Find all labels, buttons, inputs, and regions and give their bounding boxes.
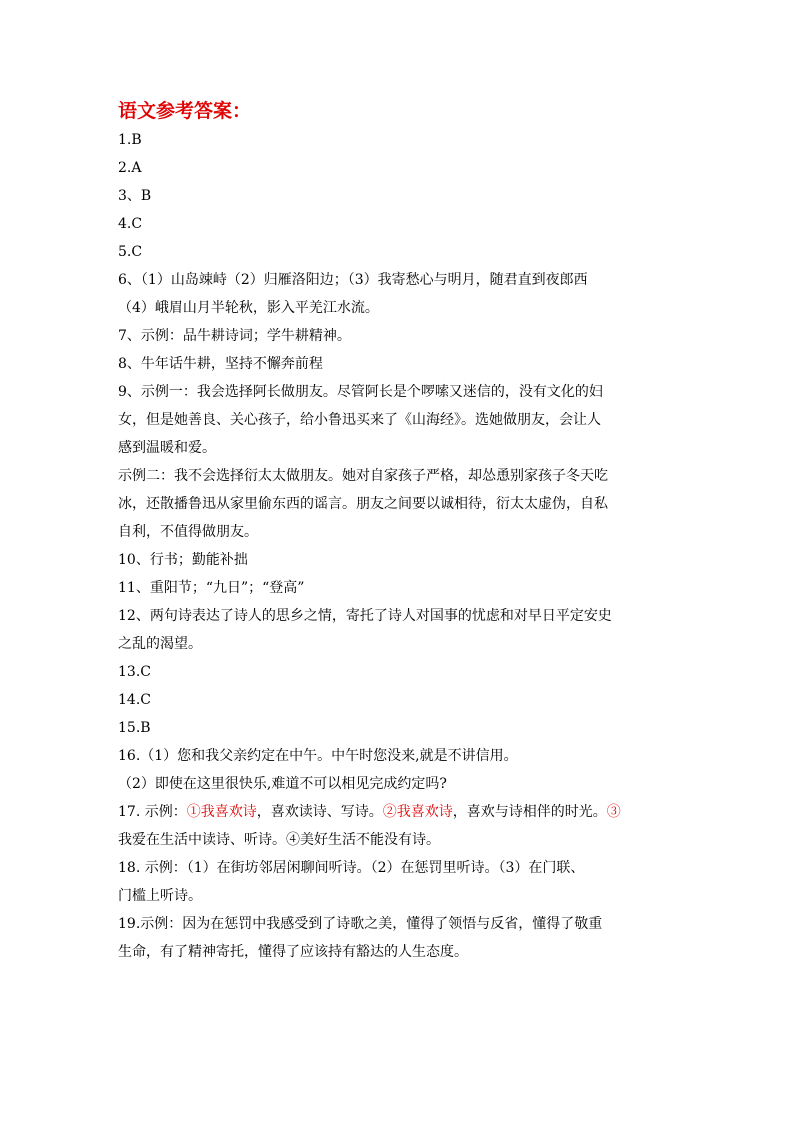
answer-line: （4）峨眉山月半轮秋，影入平羌江水流。 [118,300,379,316]
answer-line: 10、行书；勤能补拙 [118,552,248,568]
answer-line: 8、牛年话牛耕，坚持不懈奔前程 [118,356,323,372]
answer-line: 7、示例：品牛耕诗词；学牛耕精神。 [118,328,351,344]
answer-line: 6、（1）山岛竦峙（2）归雁洛阳边；（3）我寄愁心与明月，随君直到夜郎西 [118,272,588,288]
answer-17-text-1: ，喜欢读诗、写诗。 [256,804,383,820]
answer-line: 冰，还散播鲁迅从家里偷东西的谣言。朋友之间要以诚相待，衍太太虚伪，自私 [118,496,608,512]
answer-line: 16.（1）您和我父亲约定在中午。中午时您没来,就是不讲信用。 [118,748,518,764]
answer-line: 2.A [118,160,142,176]
answer-key-page [118,96,688,966]
answer-line: 19.示例：因为在惩罚中我感受到了诗歌之美，懂得了领悟与反省，懂得了敬重 [118,916,603,932]
answer-17-continuation: 我爱在生活中读诗、听诗。④美好生活不能没有诗。 [118,832,440,848]
answer-line: 12、两句诗表达了诗人的思乡之情，寄托了诗人对国事的忧虑和对早日平定安史 [118,608,612,624]
answer-line: 生命，有了精神寄托，懂得了应该持有豁达的人生态度。 [118,944,468,960]
page-title: 语文参考答案： [118,100,252,122]
answer-line: 15.B [118,720,151,736]
answer-line: 11、重阳节；“九日”；“登高” [118,580,305,596]
answer-17-text-2: ，喜欢与诗相伴的时光。 [452,804,607,820]
answer-17-highlight-1: ①我喜欢诗 [186,804,257,820]
answer-line: 门槛上听诗。 [118,888,202,904]
answer-line: 1.B [118,132,142,148]
answer-17-highlight-2: ②我喜欢诗 [382,804,453,820]
answer-line: 13.C [118,664,151,680]
answer-line: 9、示例一：我会选择阿长做朋友。尽管阿长是个啰嗦又迷信的，没有文化的妇 [118,384,603,400]
answer-17-line [118,798,688,826]
answer-17-prefix: 17. 示例： [118,804,187,820]
answer-17-highlight-3: ③ [606,804,621,820]
answer-line: 感到温暖和爱。 [118,440,216,456]
answer-line: 示例二：我不会选择衍太太做朋友。她对自家孩子严格，却怂恿别家孩子冬天吃 [118,468,608,484]
answer-line: 3、B [118,188,152,204]
answer-line: 4.C [118,216,143,232]
answer-line: 之乱的渴望。 [118,636,202,652]
answer-line: 18. 示例：（1）在街坊邻居闲聊间听诗。（2）在惩罚里听诗。（3）在门联、 [118,860,585,876]
answer-line: 5.C [118,244,143,260]
answer-line: 自利，不值得做朋友。 [118,524,258,540]
answer-line: 14.C [118,692,151,708]
answer-line: 女，但是她善良、关心孩子，给小鲁迅买来了《山海经》。选她做朋友，会让人 [118,412,601,428]
answer-line: （2）即使在这里很快乐,难道不可以相见完成约定吗? [118,776,447,792]
